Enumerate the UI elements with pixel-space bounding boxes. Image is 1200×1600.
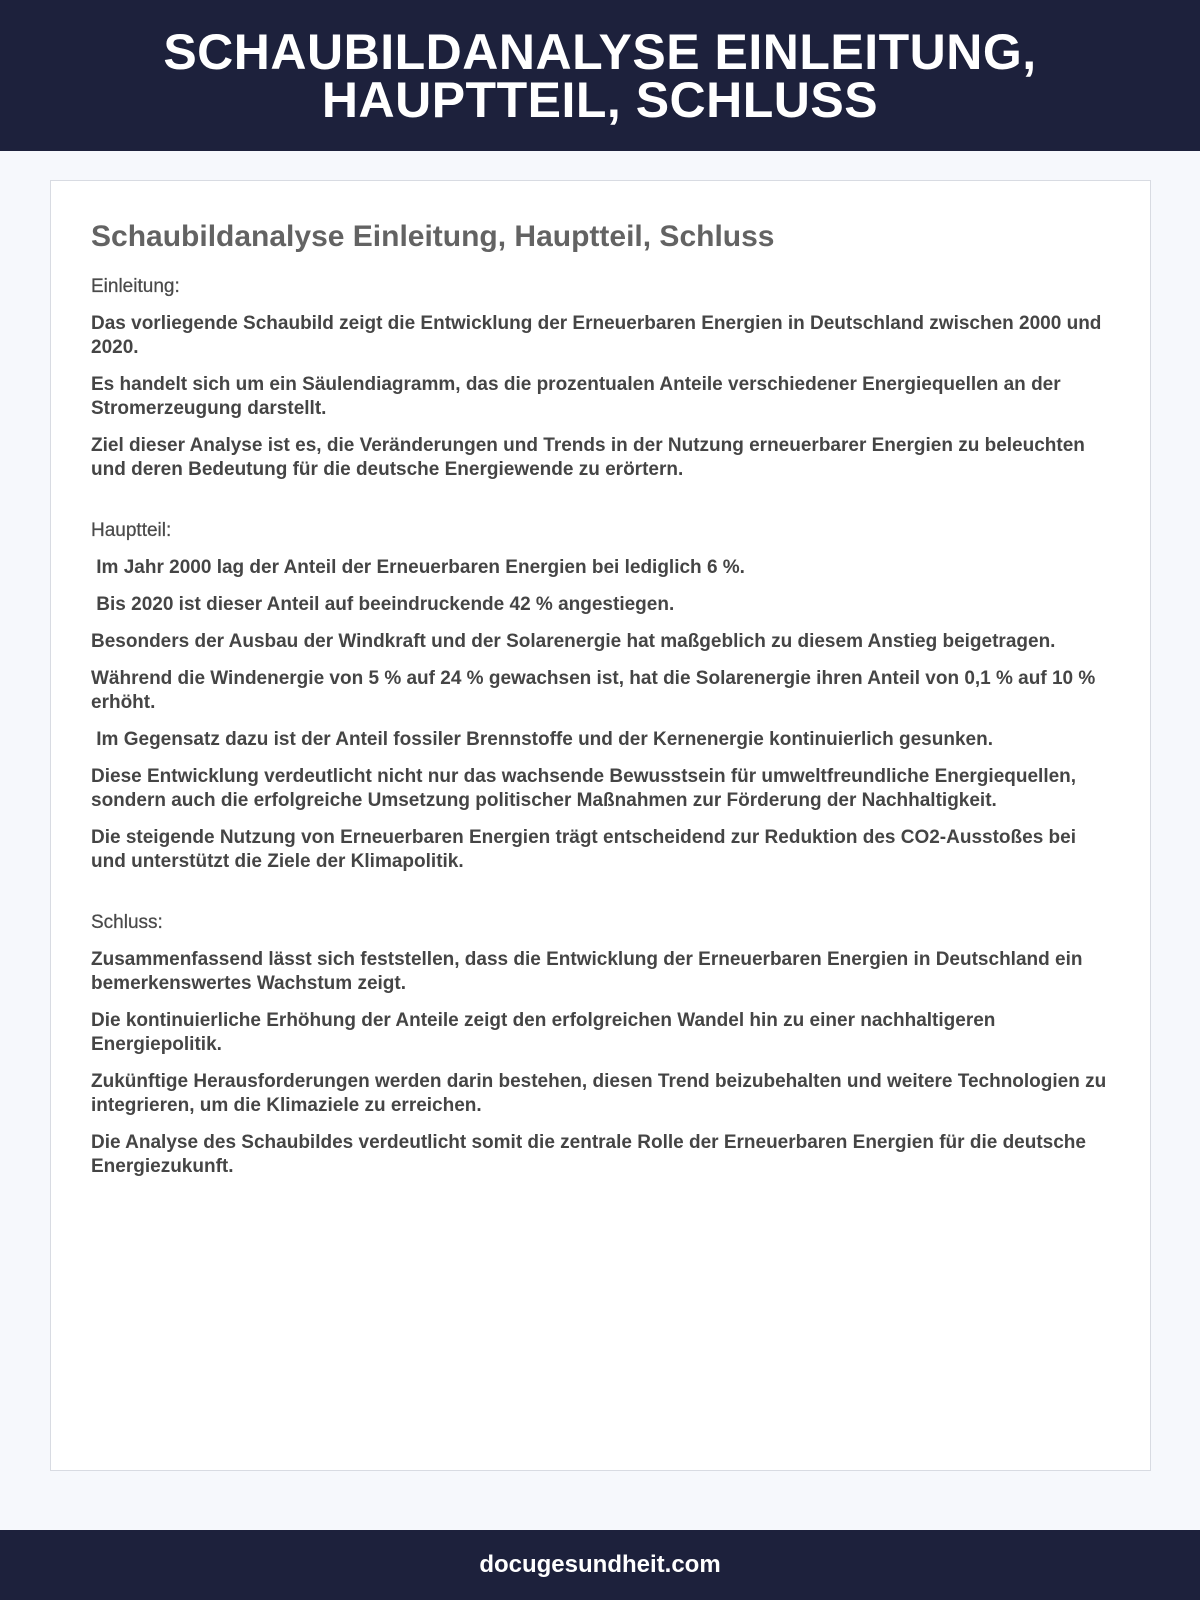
paragraph: Im Gegensatz dazu ist der Anteil fossiler Brennstoffe und der Kernenergie kontinuierlich gesunken.: [91, 729, 993, 750]
paragraph: Bis 2020 ist dieser Anteil auf beeindruckende 42 % angestiegen.: [91, 594, 675, 615]
paragraph: Besonders der Ausbau der Windkraft und der Solarenergie hat maßgeblich zu diesem Anstieg beigetragen.: [91, 631, 1056, 652]
footer-site-link[interactable]: docugesundheit.com: [479, 1551, 721, 1578]
section-heading: Schluss:: [91, 912, 163, 933]
paragraph: Es handelt sich um ein Säulendiagramm, das die prozentualen Anteile verschiedener Energiequellen an der Stromerzeugung darstellt.: [91, 374, 1061, 419]
paragraph: Die kontinuierliche Erhöhung der Anteile zeigt den erfolgreichen Wandel hin zu einer nachhaltigeren Energiepolitik.: [91, 1010, 996, 1055]
section-einleitung: [91, 275, 1111, 482]
section-heading: Einleitung:: [91, 276, 180, 297]
section-schluss: [91, 911, 1111, 1179]
section-hauptteil: [91, 519, 1111, 874]
paragraph: Das vorliegende Schaubild zeigt die Entwicklung der Erneuerbaren Energien in Deutschland zwischen 2000 und 2020.: [91, 313, 1102, 358]
paragraph: Im Jahr 2000 lag der Anteil der Erneuerbaren Energien bei lediglich 6 %.: [91, 557, 745, 578]
page-footer: [0, 1530, 1200, 1600]
article-title: Schaubildanalyse Einleitung, Hauptteil, Schluss: [91, 220, 775, 253]
article-content: [91, 219, 1111, 1192]
paragraph: Diese Entwicklung verdeutlicht nicht nur das wachsende Bewusstsein für umweltfreundliche Energiequellen, sondern auch die erfolgreiche Umsetzung politischer Maßnahmen zur Förderung der Nachhaltigkeit.: [91, 766, 1077, 811]
paragraph: Während die Windenergie von 5 % auf 24 % gewachsen ist, hat die Solarenergie ihren Anteil von 0,1 % auf 10 % erhöht.: [91, 668, 1096, 713]
paragraph: Die Analyse des Schaubildes verdeutlicht somit die zentrale Rolle der Erneuerbaren Energien für die deutsche Energiezukunft.: [91, 1132, 1086, 1177]
section-spacer: [91, 495, 1111, 519]
paragraph: Ziel dieser Analyse ist es, die Veränderungen und Trends in der Nutzung erneuerbarer Energien zu beleuchten und deren Bedeutung für die deutsche Energiewende zu erörtern.: [91, 435, 1085, 480]
paragraph: Zusammenfassend lässt sich feststellen, dass die Entwicklung der Erneuerbaren Energien in Deutschland ein bemerkenswertes Wachstum zeigt.: [91, 949, 1083, 994]
page-header: [0, 0, 1200, 151]
paragraph: Zukünftige Herausforderungen werden darin bestehen, diesen Trend beizubehalten und weitere Technologien zu integrieren, um die Klimaziele zu erreichen.: [91, 1071, 1107, 1116]
section-spacer: [91, 887, 1111, 911]
article-card: [50, 180, 1151, 1471]
paragraph: Die steigende Nutzung von Erneuerbaren Energien trägt entscheidend zur Reduktion des CO2-Ausstoßes bei und unterstützt die Ziele der Klimapolitik.: [91, 827, 1076, 872]
section-heading: Hauptteil:: [91, 520, 172, 541]
page-title: SCHAUBILDANALYSE EINLEITUNG, HAUPTTEIL, SCHLUSS: [163, 23, 1037, 128]
